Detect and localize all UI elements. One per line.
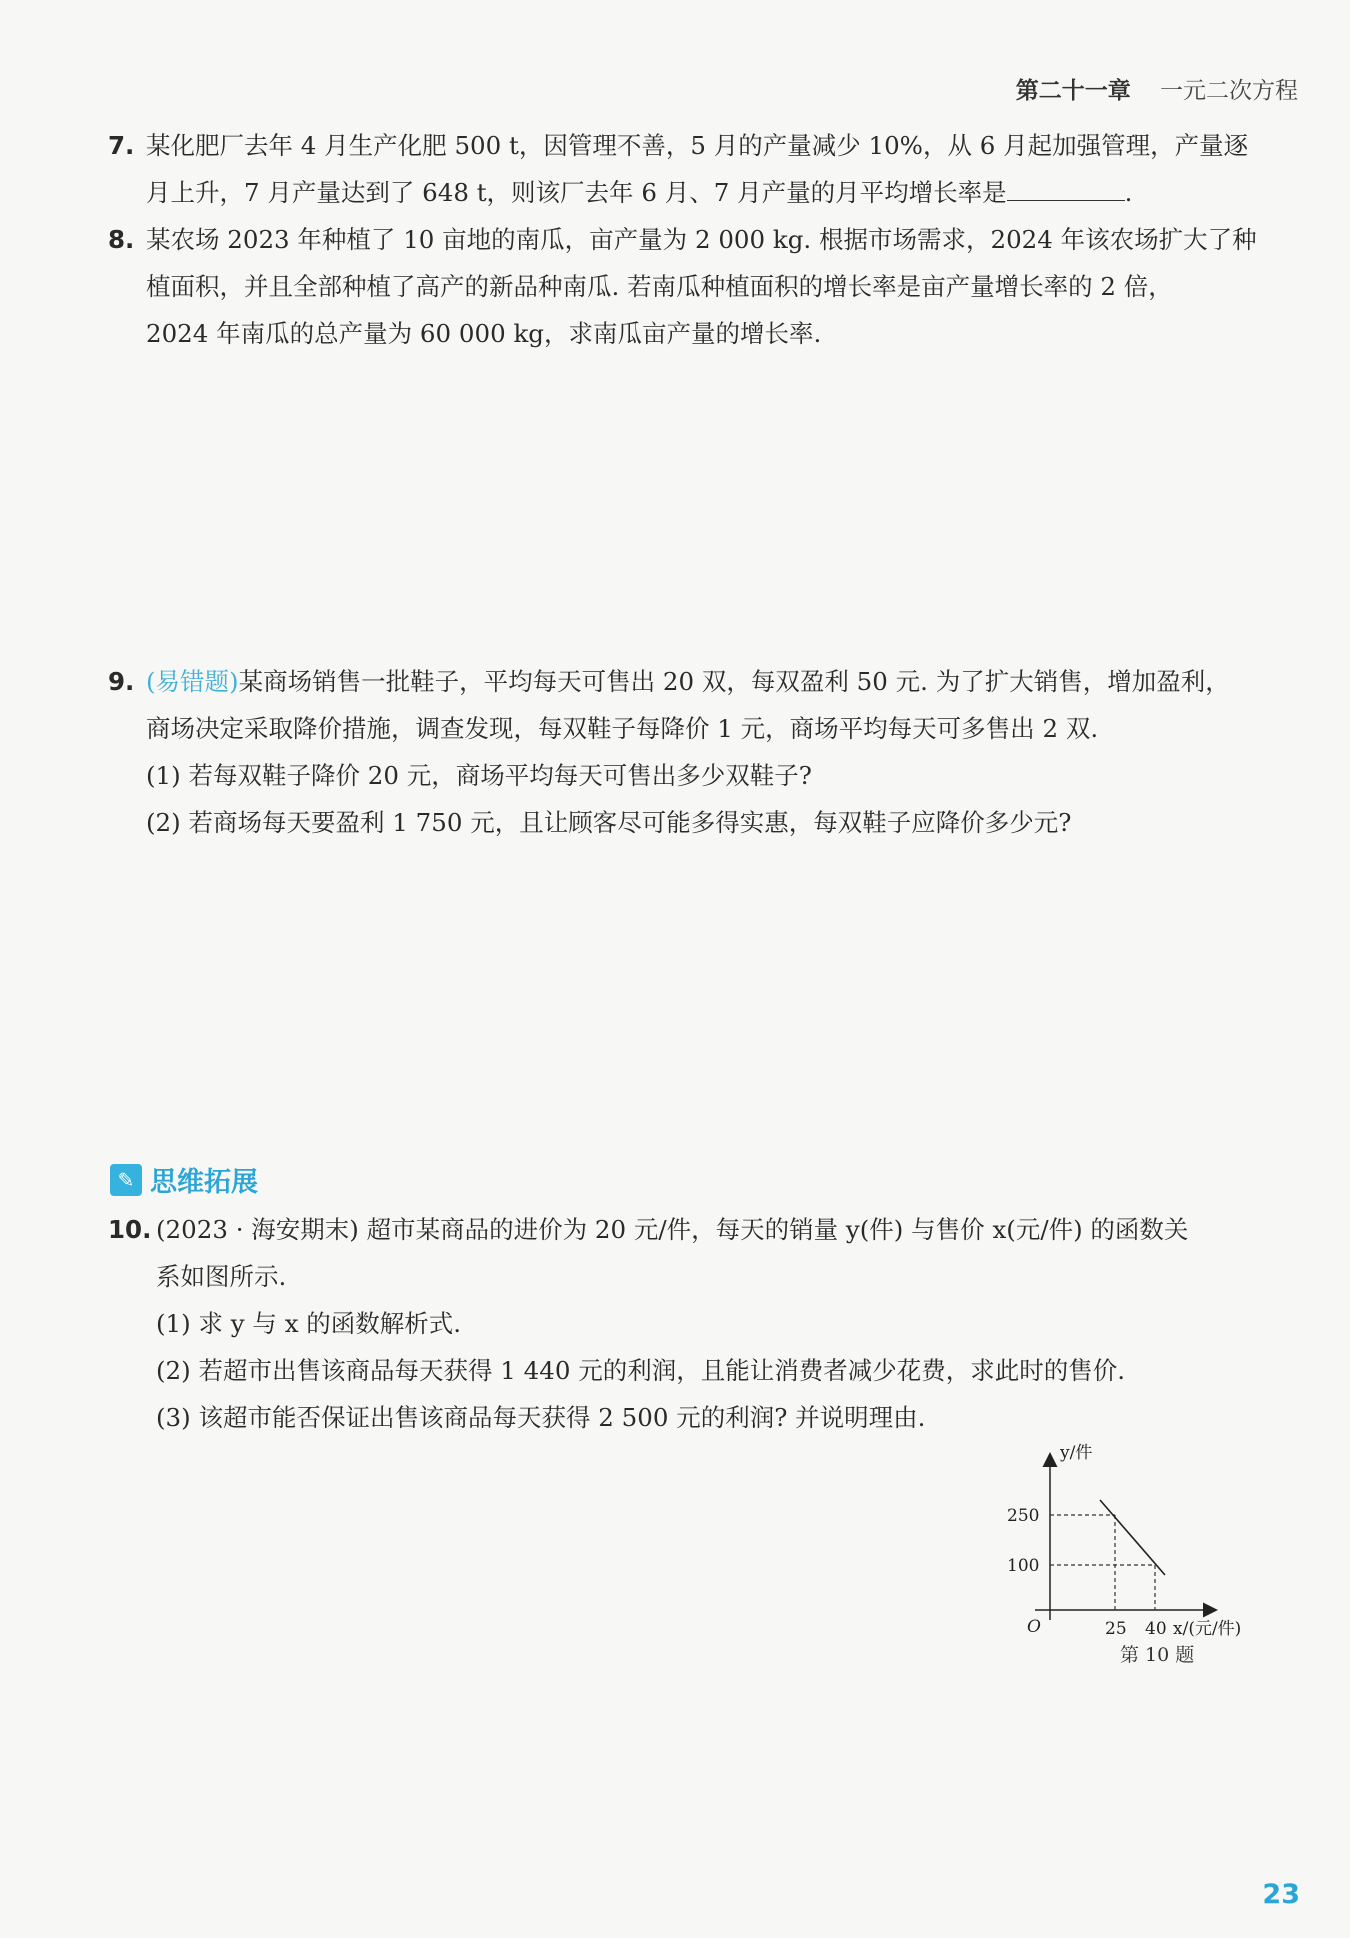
x-tick-25: 25 bbox=[1105, 1619, 1127, 1639]
question-number: 8. bbox=[108, 225, 135, 254]
question-text: 某商场销售一批鞋子，平均每天可售出 20 双，每双盈利 50 元. 为了扩大销售，增加盈利， bbox=[238, 667, 1230, 696]
sub-question-2: (2) 若超市出售该商品每天获得 1 440 元的利润，且能让消费者减少花费，求此时的售价. bbox=[156, 1356, 1125, 1385]
sub-question-1: (1) 若每双鞋子降价 20 元，商场平均每天可售出多少双鞋子? bbox=[146, 761, 812, 790]
question-number: 10. bbox=[108, 1215, 152, 1244]
sub-question-1: (1) 求 y 与 x 的函数解析式. bbox=[156, 1309, 462, 1338]
question-text: 2024 年南瓜的总产量为 60 000 kg，求南瓜亩产量的增长率. bbox=[146, 319, 822, 348]
page-number: 23 bbox=[1262, 1879, 1300, 1910]
punctuation: . bbox=[1124, 178, 1133, 207]
question-text: 系如图所示. bbox=[156, 1262, 287, 1291]
question-text: 月上升，7 月产量达到了 648 t，则该厂去年 6 月、7 月产量的月平均增长率是 bbox=[146, 178, 1007, 207]
question-text: (2023 · 海安期末) 超市某商品的进价为 20 元/件，每天的销量 y(件) 与售价 x(元/件) 的函数关 bbox=[156, 1215, 1189, 1244]
question-number: 7. bbox=[108, 131, 135, 160]
x-tick-40: 40 bbox=[1145, 1619, 1167, 1639]
question-text: 商场决定采取降价措施，调查发现，每双鞋子每降价 1 元，商场平均每天可多售出 2 双. bbox=[146, 714, 1099, 743]
y-axis-label: y/件 bbox=[1060, 1443, 1093, 1463]
function-line bbox=[1100, 1500, 1165, 1575]
y-tick-100: 100 bbox=[1007, 1556, 1040, 1576]
answer-blank[interactable] bbox=[1007, 174, 1125, 201]
sub-question-3: (3) 该超市能否保证出售该商品每天获得 2 500 元的利润? 并说明理由. bbox=[156, 1403, 926, 1432]
question-10 bbox=[108, 1206, 1298, 1441]
question-9 bbox=[108, 658, 1298, 846]
x-axis-label: x/(元/件) bbox=[1173, 1619, 1242, 1639]
section-title-text: 思维拓展 bbox=[150, 1167, 258, 1198]
pencil-icon: ✎ bbox=[110, 1164, 142, 1196]
chapter-title: 第二十一章 bbox=[1015, 78, 1131, 104]
origin-label: O bbox=[1027, 1617, 1041, 1637]
question-tag: (易错题) bbox=[146, 667, 239, 696]
question-8 bbox=[108, 216, 1298, 357]
sub-question-2: (2) 若商场每天要盈利 1 750 元，且让顾客尽可能多得实惠，每双鞋子应降价多少元? bbox=[146, 808, 1072, 837]
figure-caption: 第 10 题 bbox=[1120, 1644, 1195, 1666]
section-heading bbox=[110, 1160, 258, 1199]
y-tick-250: 250 bbox=[1007, 1506, 1040, 1526]
question-number: 9. bbox=[108, 667, 135, 696]
page-header bbox=[1016, 72, 1298, 105]
chapter-subtitle: 一元二次方程 bbox=[1160, 78, 1298, 104]
question-text: 植面积，并且全部种植了高产的新品种南瓜. 若南瓜种植面积的增长率是亩产量增长率的 2 倍， bbox=[146, 272, 1173, 301]
question-7 bbox=[108, 122, 1298, 216]
question-text: 某化肥厂去年 4 月生产化肥 500 t，因管理不善，5 月的产量减少 10%，从 6 月起加强管理，产量逐 bbox=[146, 131, 1249, 160]
question-text: 某农场 2023 年种植了 10 亩地的南瓜，亩产量为 2 000 kg. 根据市场需求，2024 年该农场扩大了种 bbox=[146, 225, 1257, 254]
